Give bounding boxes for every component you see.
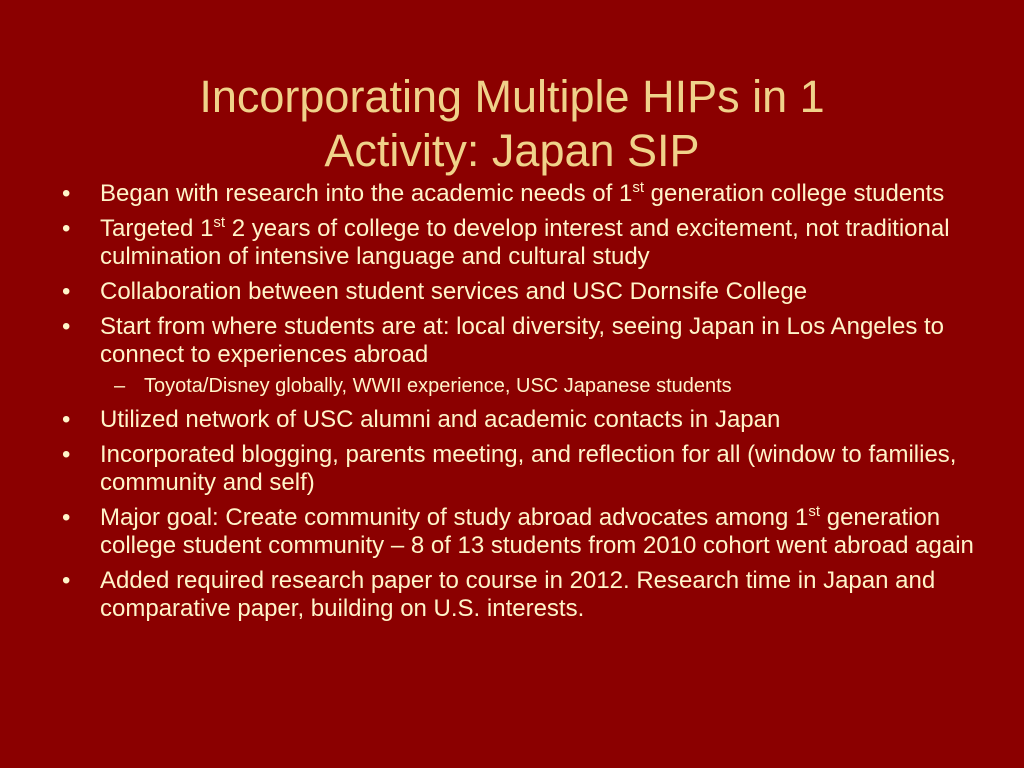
bullet-text: Utilized network of USC alumni and academic contacts in Japan <box>100 406 781 433</box>
bullet-text: Start from where students are at: local diversity, seeing Japan in Los Angeles to connect to experiences abroad <box>100 313 945 368</box>
bullet-list <box>62 180 982 630</box>
bullet-item-6 <box>62 441 982 497</box>
bullet-text-continued: generation college students <box>644 180 945 207</box>
title-line-2: Activity: Japan SIP <box>324 125 700 177</box>
bullet-item-1 <box>62 180 982 208</box>
bullet-text-continued: generation college student community – 8 of 13 students from 2010 cohort went abroad again <box>100 504 974 559</box>
ordinal-suffix: st <box>808 503 821 520</box>
sub-bullet-text: Toyota/Disney globally, WWII experience, USC Japanese students <box>144 375 732 397</box>
bullet-item-7 <box>62 504 982 560</box>
bullet-item-2 <box>62 215 982 271</box>
bullet-marker: • <box>62 313 71 340</box>
bullet-item-8 <box>62 567 982 623</box>
bullet-marker: • <box>62 567 71 594</box>
bullet-text: Collaboration between student services and USC Dornsife College <box>100 278 808 305</box>
bullet-item-4 <box>62 313 982 369</box>
slide-title <box>100 70 924 178</box>
bullet-text: Major goal: Create community of study abroad advocates among 1 <box>100 504 809 531</box>
bullet-text-continued: 2 years of college to develop interest and excitement, not traditional culmination of intensive language and cultural study <box>100 215 950 270</box>
bullet-item-3 <box>62 278 982 306</box>
ordinal-suffix: st <box>632 179 644 196</box>
dash-marker: – <box>114 375 126 397</box>
bullet-marker: • <box>62 441 71 468</box>
bullet-text: Incorporated blogging, parents meeting, and reflection for all (window to families, community and self) <box>100 441 957 496</box>
title-line-1: Incorporating Multiple HIPs in 1 <box>199 71 825 123</box>
bullet-text: Began with research into the academic needs of 1 <box>100 180 633 207</box>
bullet-text: Targeted 1 <box>100 215 214 242</box>
bullet-marker: • <box>62 180 71 207</box>
ordinal-suffix: st <box>213 214 226 231</box>
bullet-item-5 <box>62 406 982 434</box>
bullet-marker: • <box>62 215 71 242</box>
sub-bullet-item <box>62 374 982 398</box>
bullet-marker: • <box>62 278 71 305</box>
bullet-marker: • <box>62 406 71 433</box>
bullet-text: Added required research paper to course in 2012. Research time in Japan and comparative paper, building on U.S. interests. <box>100 567 936 622</box>
bullet-marker: • <box>62 504 71 531</box>
